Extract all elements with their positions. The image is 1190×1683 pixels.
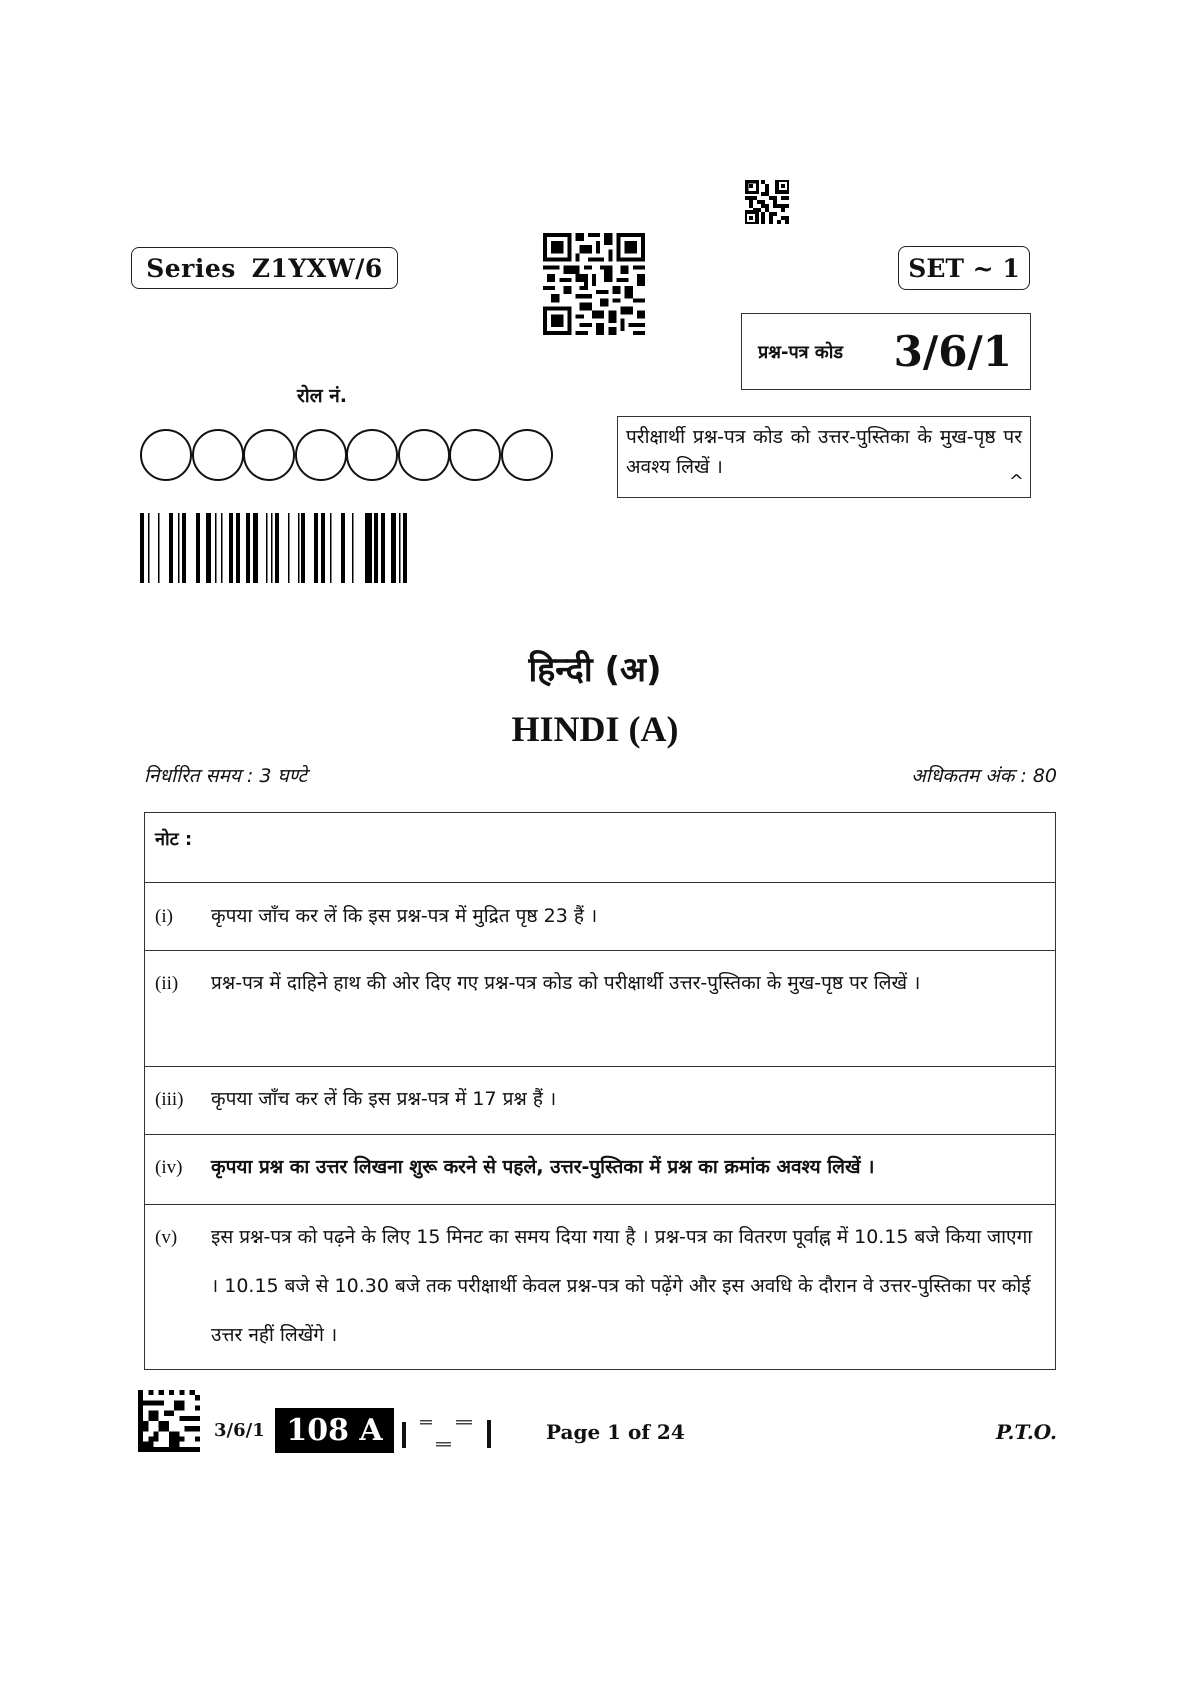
note-row: [145, 1205, 1055, 1369]
note-text: प्रश्न-पत्र में दाहिने हाथ की ओर दिए गए प्रश्न-पत्र कोड को परीक्षार्थी उत्तर-पुस्तिका के मुख-पृष्ठ पर लिखें ।: [211, 972, 921, 994]
note-number: (i): [155, 906, 173, 927]
roll-number-label: रोल नं.: [297, 385, 347, 407]
footer-series-badge: 108 A: [275, 1408, 394, 1453]
note-text: कृपया प्रश्न का उत्तर लिखना शुरू करने से पहले, उत्तर-पुस्तिका में प्रश्न का क्रमांक अवश्य लिखें ।: [211, 1156, 875, 1178]
pto-label: P.T.O.: [995, 1420, 1057, 1444]
note-row: [145, 951, 1055, 1067]
series-label: Series: [146, 253, 236, 283]
series-badge: [131, 247, 398, 289]
time-allowed: निर्धारित समय : 3 घण्टे: [144, 765, 308, 787]
paper-code-instruction-box: [617, 416, 1031, 498]
roll-digit-circle[interactable]: [346, 429, 398, 481]
roll-digit-circle[interactable]: [140, 429, 192, 481]
note-text: कृपया जाँच कर लें कि इस प्रश्न-पत्र में 17 प्रश्न हैं ।: [211, 1088, 557, 1110]
series-code: Z1YXW/6: [251, 253, 383, 283]
roll-digit-circle[interactable]: [295, 429, 347, 481]
note-text: कृपया जाँच कर लें कि इस प्रश्न-पत्र में मुद्रित पृष्ठ 23 हैं ।: [211, 905, 598, 927]
roll-digit-circle[interactable]: [243, 429, 295, 481]
note-number: (iii): [155, 1089, 184, 1110]
page-indicator: Page 1 of 24: [546, 1420, 685, 1444]
note-number: (iv): [155, 1157, 183, 1178]
note-number: (ii): [155, 973, 179, 994]
caret-icon: ^: [1008, 471, 1024, 492]
notes-heading: नोट :: [145, 813, 1055, 883]
note-row: [145, 1067, 1055, 1135]
subject-title-english: HINDI (A): [511, 709, 679, 749]
datamatrix-icon: [138, 1390, 200, 1452]
note-number: (v): [155, 1227, 178, 1248]
note-row: [145, 1135, 1055, 1205]
page-marker-glyph-icon: [401, 1414, 507, 1450]
barcode-icon: [140, 513, 415, 583]
roll-digit-circle[interactable]: [192, 429, 244, 481]
max-marks: अधिकतम अंक : 80: [911, 765, 1057, 787]
footer-paper-code: 3/6/1: [214, 1420, 265, 1441]
set-badge: SET ~ 1: [898, 246, 1030, 290]
qr-code-icon: [543, 233, 645, 335]
instruction-text: परीक्षार्थी प्रश्न-पत्र कोड को उत्तर-पुस्तिका के मुख-पृष्ठ पर अवश्य लिखें ।: [626, 426, 1022, 478]
roll-number-circles: [140, 429, 552, 481]
roll-digit-circle[interactable]: [501, 429, 553, 481]
note-text: इस प्रश्न-पत्र को पढ़ने के लिए 15 मिनट का समय दिया गया है । प्रश्न-पत्र का वितरण पूर्वाह्न में 10.15 बजे किया जाएगा । 10.15 बजे से 10.30 बजे तक परीक्षार्थी केवल प्रश्न-पत्र को पढ़ेंगे और इस अवधि के दौरान वे उत्तर-पुस्तिका पर कोई उत्तर नहीं लिखेंगे ।: [211, 1226, 1033, 1346]
paper-code-box: [741, 313, 1031, 390]
note-row: [145, 883, 1055, 951]
paper-code-label: प्रश्न-पत्र कोड: [758, 341, 843, 363]
roll-digit-circle[interactable]: [398, 429, 450, 481]
paper-code-value: 3/6/1: [893, 327, 1012, 376]
roll-digit-circle[interactable]: [449, 429, 501, 481]
qr-code-small-icon: [745, 180, 789, 224]
notes-table: [144, 812, 1056, 1370]
subject-title-hindi: हिन्दी (अ): [528, 650, 662, 690]
